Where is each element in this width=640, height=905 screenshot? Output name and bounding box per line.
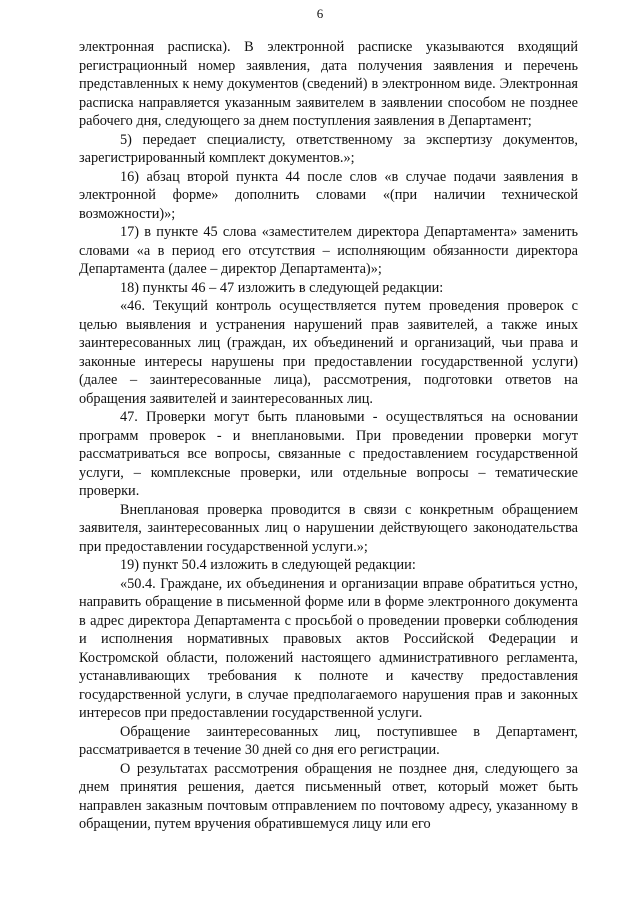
page-number: 6 bbox=[316, 6, 324, 21]
paragraph-item-5: 5) передает специалисту, ответственному за экспертизу документов, зарегистрированный комплект документов.»; bbox=[79, 131, 578, 166]
paragraph-clause-50-4: «50.4. Граждане, их объединения и организации вправе обратиться устно, направить обращение в письменной форме или в форме электронного документа в адрес директора Департамента с просьбой о проведении проверки соблюдения и исполнения нормативных правовых актов Российской Федерации и Костромской области, положений настоящего административного регламента, устанавливающих требования к полноте и качеству предоставления государственной услуги, в случае предполагаемого нарушения прав и законных интересов при предоставлении государственной услуги. bbox=[79, 575, 578, 721]
paragraph-item-18: 18) пункты 46 – 47 изложить в следующей редакции: bbox=[120, 279, 444, 296]
paragraph-clause-46: «46. Текущий контроль осуществляется путем проведения проверок с целью выявления и устранения нарушений прав заявителей, а также иных заинтересованных лиц (граждан, их объединений и организаций, чьи права и законные интересы нарушены при предоставлении государственной услуги) (далее – заинтересованные лица), рассмотрения, подготовки ответов на обращения заявителей и заинтересованных лиц. bbox=[79, 298, 578, 407]
paragraph-continuation: электронная расписка). В электронной расписке указываются входящий регистрационный номер заявления, дата получения заявления и перечень представленных к нему документов (сведений) в электронном виде. Электронная расписка направляется указанным заявителем в заявлении способом не позднее рабочего дня, следующего за днем поступления заявления в Департамент; bbox=[79, 39, 578, 129]
paragraph-review-results: О результатах рассмотрения обращения не позднее дня, следующего за днем принятия решения, дается письменный ответ, который может быть направлен заказным почтовым отправлением по почтовому адресу, указанному в обращении, путем вручения обратившемуся лицу или его bbox=[79, 760, 578, 832]
document-body bbox=[79, 0, 578, 834]
paragraph-clause-47: 47. Проверки могут быть плановыми - осуществляться на основании программ проверок - и внеплановыми. При проведении проверки могут рассматриваться все вопросы, связанные с предоставлением государственной услуги, – комплексные проверки, или отдельные вопросы – тематические проверки. bbox=[79, 409, 578, 499]
paragraph-item-19: 19) пункт 50.4 изложить в следующей редакции: bbox=[120, 557, 416, 573]
paragraph-review-period: Обращение заинтересованных лиц, поступившее в Департамент, рассматривается в течение 30 дней со дня его регистрации. bbox=[79, 723, 578, 758]
paragraph-item-16: 16) абзац второй пункта 44 после слов «в случае подачи заявления в электронной форме» дополнить словами «(при наличии технической возможности)»; bbox=[79, 168, 578, 222]
paragraph-unscheduled-inspection: Внеплановая проверка проводится в связи с конкретным обращением заявителя, заинтересованных лиц о нарушении действующего законодательства при предоставлении государственной услуги.»; bbox=[79, 501, 578, 555]
paragraph-item-17: 17) в пункте 45 слова «заместителем директора Департамента» заменить словами «а в период его отсутствия – исполняющим обязанности директора Департамента (далее – директор Департамента)»; bbox=[79, 224, 578, 277]
